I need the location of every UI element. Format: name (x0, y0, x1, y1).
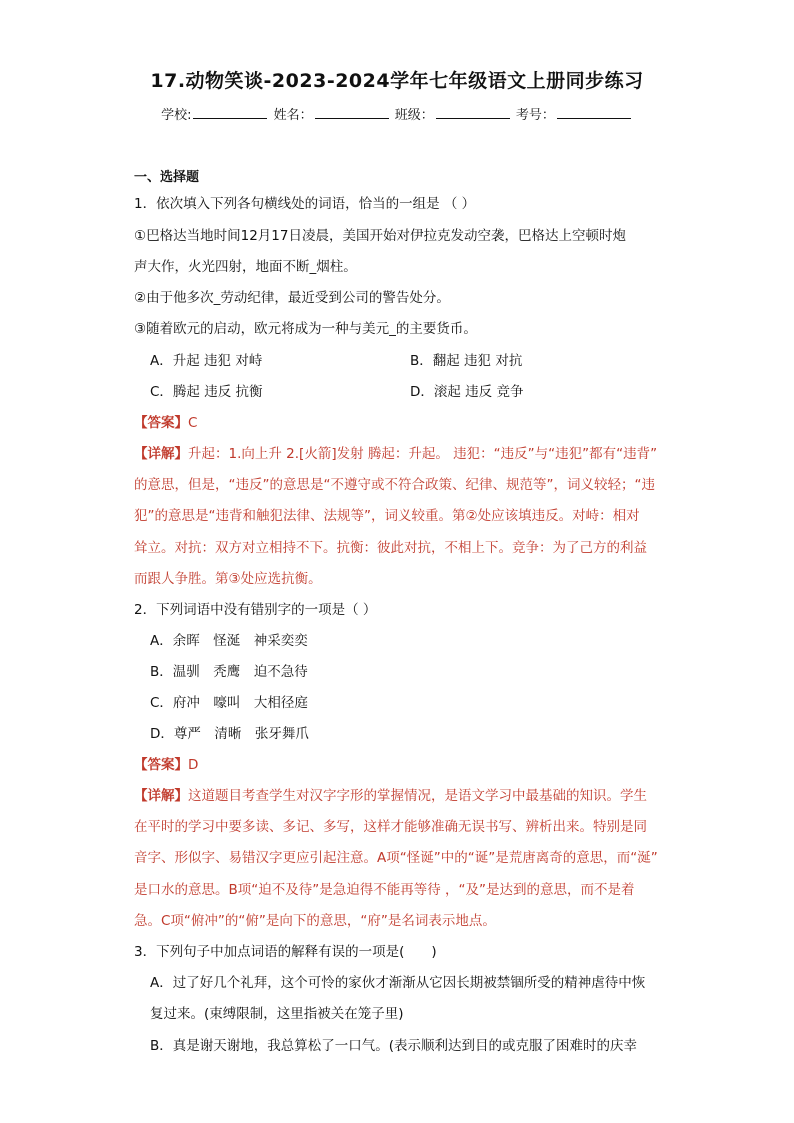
detail-tag: 【详解】 (134, 788, 188, 804)
page-title: 17.动物笑谈-2023-2024学年七年级语文上册同步练习 (150, 70, 644, 92)
question-1-answer (134, 411, 197, 431)
question-2-option-b: B．温驯 秃鹰 迫不急待 (150, 664, 308, 680)
question-2-detail: 急。C项“俯冲”的“俯”是向下的意思，“府”是名词表示地点。 (134, 913, 496, 929)
question-2-detail: 在平时的学习中要多读、多记、多写，这样才能够准确无误书写、辨析出来。特别是同 (134, 819, 647, 835)
question-2-option-d: D．尊严 清晰 张牙舞爪 (150, 726, 309, 742)
question-2-option-c: C．府冲 嚎叫 大相径庭 (150, 695, 308, 711)
question-3-option-a-cont: 复过来。(束缚限制，这里指被关在笼子里) (150, 1006, 404, 1022)
question-1-sentence: ②由于他多次_劳动纪律，最近受到公司的警告处分。 (134, 290, 450, 306)
detail-text: 升起：1.向上升 2.[火箭]发射 腾起：升起。 违犯：“违反”与“违犯”都有“违背” (188, 446, 658, 462)
question-2-detail: 音字、形似字、易错汉字更应引起注意。A项“怪诞”中的“诞”是荒唐离奇的意思，而“涎” (134, 850, 658, 866)
question-2-stem: 2．下列词语中没有错别字的一项是（ ） (134, 602, 377, 618)
question-3-option-b: B．真是谢天谢地，我总算松了一口气。(表示顺利达到目的或克服了困难时的庆幸 (150, 1038, 638, 1054)
answer-value: D (188, 757, 199, 773)
question-2-detail: 是口水的意思。B项“迫不及待”是急迫得不能再等待 ，“及”是达到的意思，而不是着 (134, 882, 635, 898)
question-1-option-c: C．腾起 违反 抗衡 (150, 384, 263, 400)
answer-tag: 【答案】 (134, 415, 188, 431)
student-info-line (0, 104, 794, 123)
question-1-detail: 的意思，但是，“违反”的意思是“不遵守或不符合政策、纪律、规范等”，词义较轻；“违 (134, 477, 655, 493)
question-1-sentence: ①巴格达当地时间12月17日凌晨，美国开始对伊拉克发动空袭，巴格达上空顿时炮 (134, 228, 626, 244)
question-1-detail (134, 442, 657, 462)
question-2-option-a: A．余晖 怪涎 神采奕奕 (150, 633, 308, 649)
question-3-option-a: A．过了好几个礼拜，这个可怜的家伙才渐渐从它因长期被禁锢所受的精神虐待中恢 (150, 975, 646, 991)
class-blank (436, 106, 510, 119)
question-1-detail: 而跟人争胜。第③处应选抗衡。 (134, 571, 322, 587)
number-label: 考号： (515, 108, 555, 123)
answer-tag: 【答案】 (134, 757, 188, 773)
question-3-stem: 3．下列句子中加点词语的解释有误的一项是( ) (134, 944, 437, 960)
question-1-sentence: 声大作，火光四射，地面不断_烟柱。 (134, 259, 357, 275)
detail-tag: 【详解】 (134, 446, 188, 462)
detail-text: 这道题目考查学生对汉字字形的掌握情况，是语文学习中最基础的知识。学生 (188, 788, 647, 804)
question-1-option-b: B．翻起 违犯 对抗 (410, 353, 523, 369)
question-2-answer (134, 753, 198, 773)
question-1-option-a: A．升起 违犯 对峙 (150, 353, 263, 369)
school-label: 学校: (161, 108, 192, 123)
name-blank (315, 106, 389, 119)
number-blank (557, 106, 631, 119)
school-blank (193, 106, 267, 119)
question-1-detail: 耸立。对抗：双方对立相持不下。抗衡：彼此对抗，不相上下。竞争：为了己方的利益 (134, 540, 647, 556)
answer-value: C (188, 415, 198, 431)
question-1-stem: 1．依次填入下列各句横线处的词语，恰当的一组是 （ ） (134, 196, 476, 212)
question-1-option-d: D．滚起 违反 竞争 (410, 384, 524, 400)
question-2-detail (134, 784, 647, 804)
name-label: 姓名： (273, 108, 313, 123)
section-heading: 一、选择题 (134, 170, 200, 185)
question-1-sentence: ③随着欧元的启动，欧元将成为一种与美元_的主要货币。 (134, 321, 477, 337)
question-1-detail: 犯”的意思是“违背和触犯法律、法规等”，词义较重。第②处应该填违反。对峙：相对 (134, 508, 640, 524)
class-label: 班级： (394, 108, 434, 123)
